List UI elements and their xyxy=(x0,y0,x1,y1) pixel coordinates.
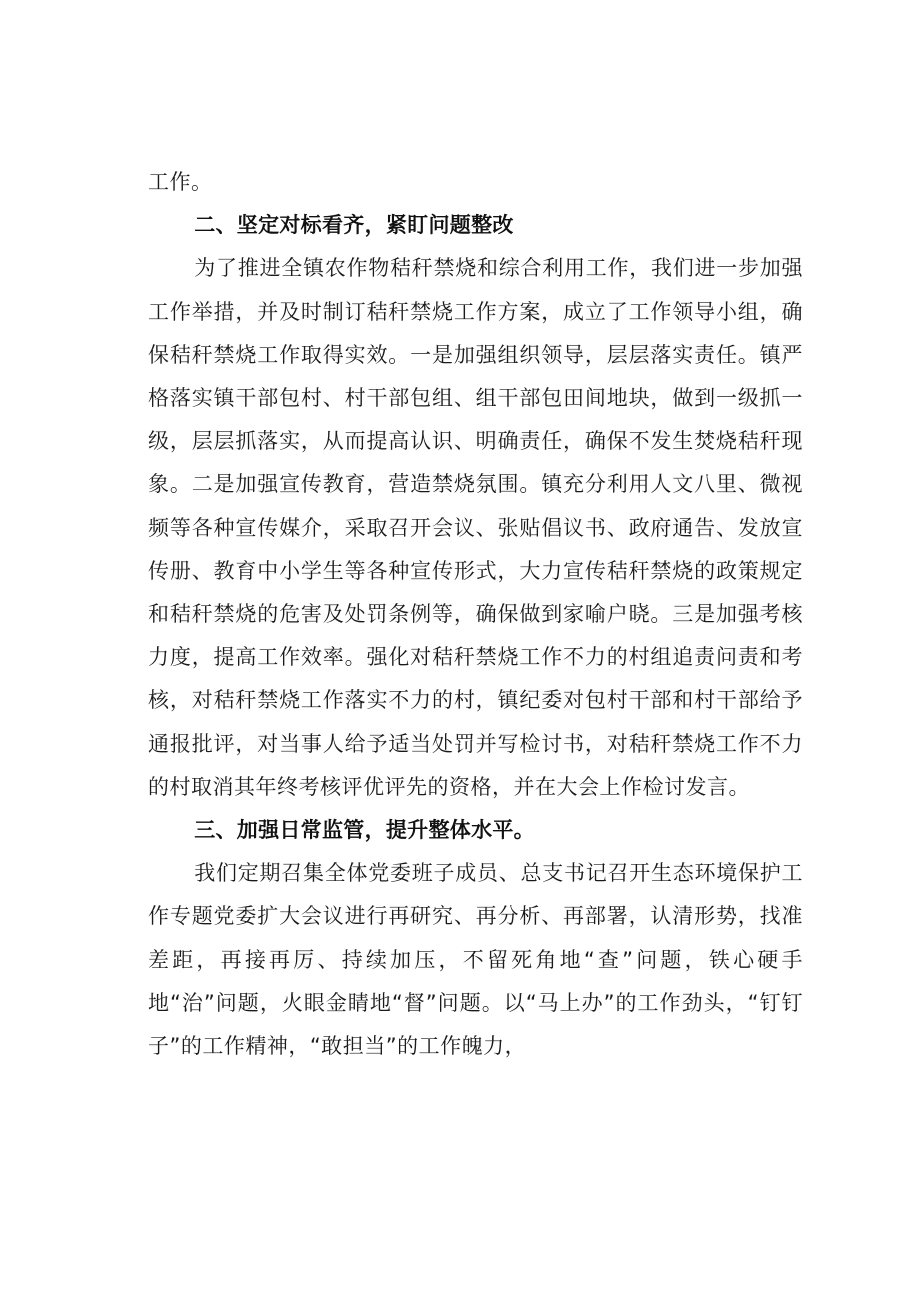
section-2-body: 为了推进全镇农作物秸秆禁烧和综合利用工作，我们进一步加强工作举措，并及时制订秸秆禁烧工作方案，成立了工作领导小组，确保秸秆禁烧工作取得实效。一是加强组织领导，层层落实责任。镇严格落实镇干部包村、村干部包组、组干部包田间地块，做到一级抓一级，层层抓落实，从而提高认识、明确责任，确保不发生焚烧秸秆现象。二是加强宣传教育，营造禁烧氛围。镇充分利用人文八里、微视频等各种宣传媒介，采取召开会议、张贴倡议书、政府通告、发放宣传册、教育中小学生等各种宣传形式，大力宣传秸秆禁烧的政策规定和秸秆禁烧的危害及处罚条例等，确保做到家喻户晓。三是加强考核力度，提高工作效率。强化对秸秆禁烧工作不力的村组追责问责和考核，对秸秆禁烧工作落实不力的村，镇纪委对包村干部和村干部给予通报批评，对当事人给予适当处罚并写检讨书，对秸秆禁烧工作不力的村取消其年终考核评优评先的资格，并在大会上作检讨发言。 xyxy=(148,256,803,799)
section-3-body: 我们定期召集全体党委班子成员、总支书记召开生态环境保护工作专题党委扩大会议进行再研究、再分析、再部署，认清形势，找准差距，再接再厉、持续加压，不留死角地“查”问题，铁心硬手地“治”问题，火眼金睛地“督”问题。以“马上办”的工作劲头，“钉钉子”的工作精神，“敢担当”的工作魄力， xyxy=(148,861,803,1059)
continuation-text: 工作。 xyxy=(148,170,213,194)
section-2-heading: 二、坚定对标看齐，紧盯问题整改 xyxy=(194,213,514,238)
section-3-heading: 三、加强日常监管，提升整体水平。 xyxy=(194,818,535,843)
document-body xyxy=(148,161,803,1068)
